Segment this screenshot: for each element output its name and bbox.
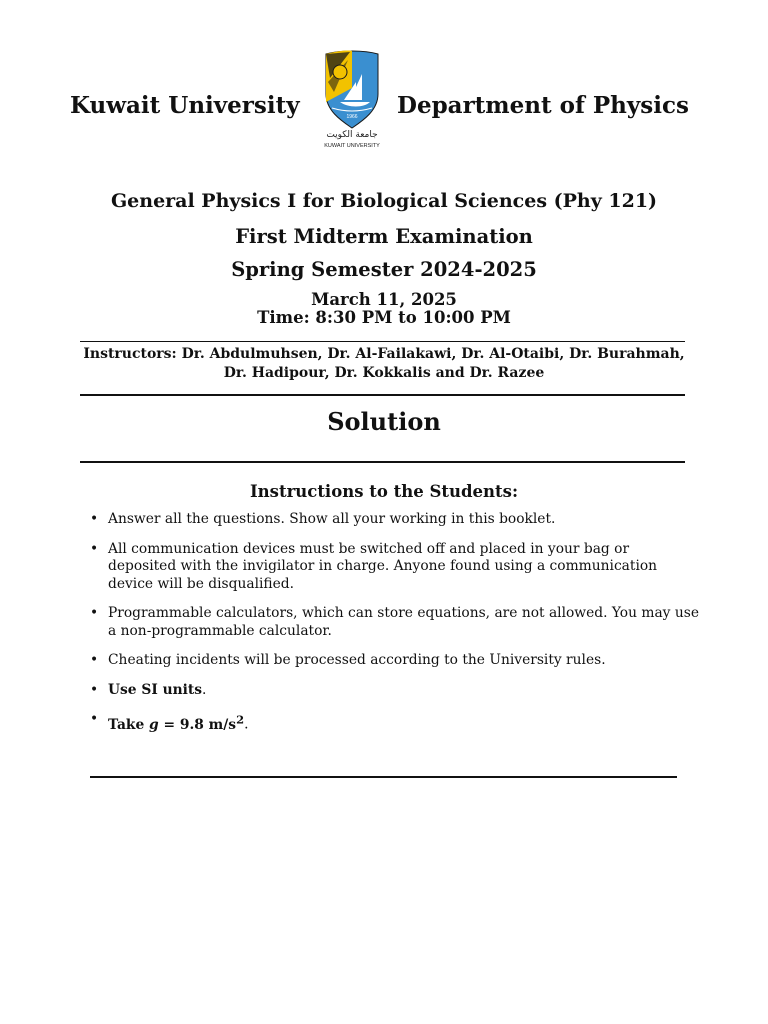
solution-heading: Solution [327, 407, 441, 436]
gravity-exponent: 2 [236, 712, 245, 726]
gravity-text [108, 712, 245, 733]
list-item [88, 652, 700, 670]
list-item [88, 541, 700, 594]
divider [80, 341, 685, 342]
instruction-text: All communication devices must be switched off and placed in your bag or deposited with the invigilator in charge. Anyone found using a communication device will be disqualified. [108, 540, 658, 592]
gravity-variable: g [149, 716, 159, 733]
exam-title: First Midterm Examination [235, 225, 533, 248]
logo-year: 1966 [346, 114, 358, 120]
bullet-icon: • [90, 711, 99, 727]
instructors-line-1: Instructors: Dr. Abdulmuhsen, Dr. Al-Failakawi, Dr. Al-Otaibi, Dr. Burahmah, [83, 346, 685, 362]
logo-arabic-name: جامعة الكويت [326, 130, 378, 140]
instruction-text: Programmable calculators, which can store equations, are not allowed. You may use a non-programmable calculator. [108, 605, 699, 639]
divider [90, 776, 677, 778]
gravity-equation: = 9.8 m/s [158, 716, 237, 733]
instruction-text: Answer all the questions. Show all your working in this booklet. [108, 511, 556, 527]
si-units-period: . [202, 681, 207, 698]
gravity-prefix: Take [108, 716, 150, 733]
logo-english-name: KUWAIT UNIVERSITY [324, 143, 380, 149]
university-name: Kuwait University [70, 92, 300, 119]
list-item [88, 605, 700, 640]
bullet-icon: • [90, 652, 99, 668]
department-name: Department of Physics [397, 92, 689, 119]
kuwait-university-logo [320, 48, 384, 150]
divider [80, 461, 685, 463]
bullet-icon: • [90, 540, 99, 557]
instructors [0, 345, 768, 383]
list-item [88, 682, 700, 700]
si-units-text: Use SI units [108, 681, 203, 698]
gravity-period: . [244, 716, 249, 733]
exam-time: Time: 8:30 PM to 10:00 PM [257, 308, 511, 327]
instructions-list [88, 511, 700, 746]
course-title: General Physics I for Biological Sciences (Phy 121) [110, 190, 658, 212]
exam-date: March 11, 2025 [311, 290, 457, 309]
exam-date-time [0, 291, 768, 327]
divider [80, 394, 685, 396]
bullet-icon: • [90, 511, 99, 527]
bullet-icon: • [90, 681, 99, 698]
list-item [88, 711, 700, 734]
instructors-line-2: Dr. Hadipour, Dr. Kokkalis and Dr. Razee [223, 365, 545, 381]
instructions-heading: Instructions to the Students: [249, 482, 519, 501]
instruction-text: Cheating incidents will be processed according to the University rules. [108, 652, 606, 668]
list-item [88, 511, 700, 529]
semester: Spring Semester 2024-2025 [231, 258, 537, 281]
bullet-icon: • [90, 605, 99, 621]
